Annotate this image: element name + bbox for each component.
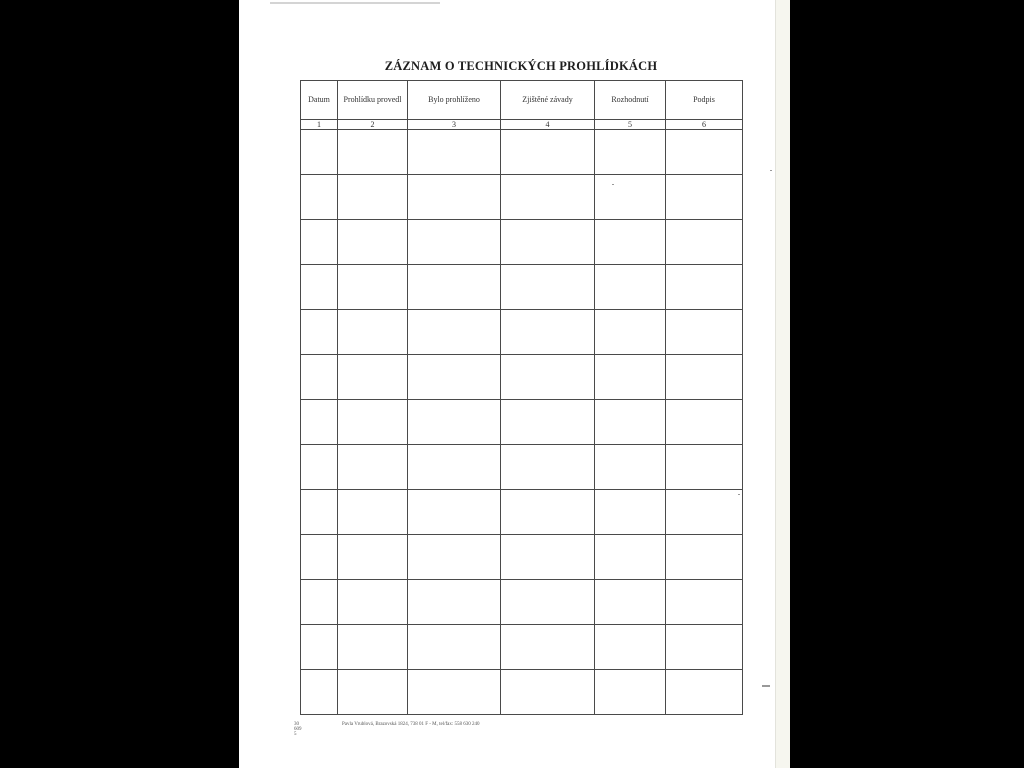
table-row (301, 490, 743, 535)
table-cell (666, 355, 743, 400)
table-cell (408, 670, 501, 715)
table-cell (338, 580, 408, 625)
table-row (301, 355, 743, 400)
table-cell (338, 400, 408, 445)
table-cell (595, 265, 666, 310)
table-cell (301, 265, 338, 310)
table-row (301, 265, 743, 310)
table-cell (408, 310, 501, 355)
table-cell (501, 130, 595, 175)
table-row (301, 445, 743, 490)
table-cell (338, 670, 408, 715)
table-cell (338, 265, 408, 310)
table-row (301, 220, 743, 265)
column-number: 6 (666, 120, 743, 130)
table-cell (595, 355, 666, 400)
table-row (301, 535, 743, 580)
table-cell (408, 580, 501, 625)
table-cell (501, 355, 595, 400)
table-cell (408, 355, 501, 400)
table-cell (301, 580, 338, 625)
page-title: ZÁZNAM O TECHNICKÝCH PROHLÍDKÁCH (384, 59, 658, 73)
table-cell (595, 400, 666, 445)
table-cell (666, 670, 743, 715)
table-cell (595, 490, 666, 535)
page-edge (775, 0, 790, 768)
table-cell (595, 220, 666, 265)
header-zjistene-zavady: Zjištěné závady (501, 81, 595, 120)
table-cell (666, 310, 743, 355)
table-cell (408, 445, 501, 490)
table-cell (666, 490, 743, 535)
table-cell (301, 355, 338, 400)
scan-speck (612, 184, 614, 185)
scan-speck (738, 494, 740, 495)
table-cell (501, 580, 595, 625)
header-datum: Datum (301, 81, 338, 120)
page-top-mark (270, 2, 440, 4)
publisher-info: Pavla Vrublová, Brazovská 1824, 738 01 F - M, tel/fax: 558 630 240 (342, 722, 480, 727)
table-cell (595, 130, 666, 175)
table-cell (501, 265, 595, 310)
table-row (301, 670, 743, 715)
table-cell (301, 310, 338, 355)
table-cell (338, 175, 408, 220)
table-cell (408, 130, 501, 175)
table-cell (666, 445, 743, 490)
table-cell (666, 130, 743, 175)
header-bylo-prohlizeno: Bylo prohlíženo (408, 81, 501, 120)
table-cell (666, 400, 743, 445)
table-cell (595, 175, 666, 220)
table-cell (501, 400, 595, 445)
column-number: 2 (338, 120, 408, 130)
table-cell (338, 355, 408, 400)
table-cell (301, 220, 338, 265)
table-cell (595, 580, 666, 625)
header-prohlidku-provedl: Prohlídku provedl (338, 81, 408, 120)
table-cell (301, 175, 338, 220)
table-cell (501, 670, 595, 715)
table-row (301, 400, 743, 445)
table-cell (301, 490, 338, 535)
header-podpis: Podpis (666, 81, 743, 120)
table-cell (338, 535, 408, 580)
table-cell (595, 535, 666, 580)
table-cell (666, 220, 743, 265)
table-cell (501, 625, 595, 670)
table-cell (301, 625, 338, 670)
table-cell (301, 130, 338, 175)
table-header-row (301, 81, 743, 120)
table-cell (338, 490, 408, 535)
table-cell (666, 175, 743, 220)
table-cell (408, 175, 501, 220)
table-cell (408, 220, 501, 265)
scan-speck (770, 170, 772, 171)
table-cell (501, 220, 595, 265)
table-cell (408, 625, 501, 670)
table-cell (408, 535, 501, 580)
table-cell (301, 535, 338, 580)
table-cell (595, 310, 666, 355)
table-cell (501, 175, 595, 220)
column-number: 4 (501, 120, 595, 130)
table-cell (338, 220, 408, 265)
table-cell (408, 490, 501, 535)
table-cell (301, 670, 338, 715)
table-row (301, 175, 743, 220)
table-row (301, 625, 743, 670)
table-cell (501, 490, 595, 535)
table-cell (595, 625, 666, 670)
table-cell (408, 265, 501, 310)
table-row (301, 130, 743, 175)
table-cell (301, 445, 338, 490)
table-row (301, 310, 743, 355)
table-row (301, 580, 743, 625)
table-cell (666, 580, 743, 625)
table-cell (338, 310, 408, 355)
table-cell (338, 445, 408, 490)
form-code: 30 609 5 (294, 722, 302, 737)
scan-speck (762, 685, 770, 687)
table-cell (595, 445, 666, 490)
inspection-record-table (300, 80, 743, 715)
column-number: 3 (408, 120, 501, 130)
table-cell (408, 400, 501, 445)
table-cell (666, 625, 743, 670)
table-cell (301, 400, 338, 445)
table-cell (595, 670, 666, 715)
column-number-row (301, 120, 743, 130)
table-cell (501, 445, 595, 490)
column-number: 5 (595, 120, 666, 130)
table-cell (501, 310, 595, 355)
table-cell (666, 265, 743, 310)
table-cell (338, 130, 408, 175)
column-number: 1 (301, 120, 338, 130)
header-rozhodnuti: Rozhodnutí (595, 81, 666, 120)
table-cell (501, 535, 595, 580)
table-cell (666, 535, 743, 580)
table-cell (338, 625, 408, 670)
